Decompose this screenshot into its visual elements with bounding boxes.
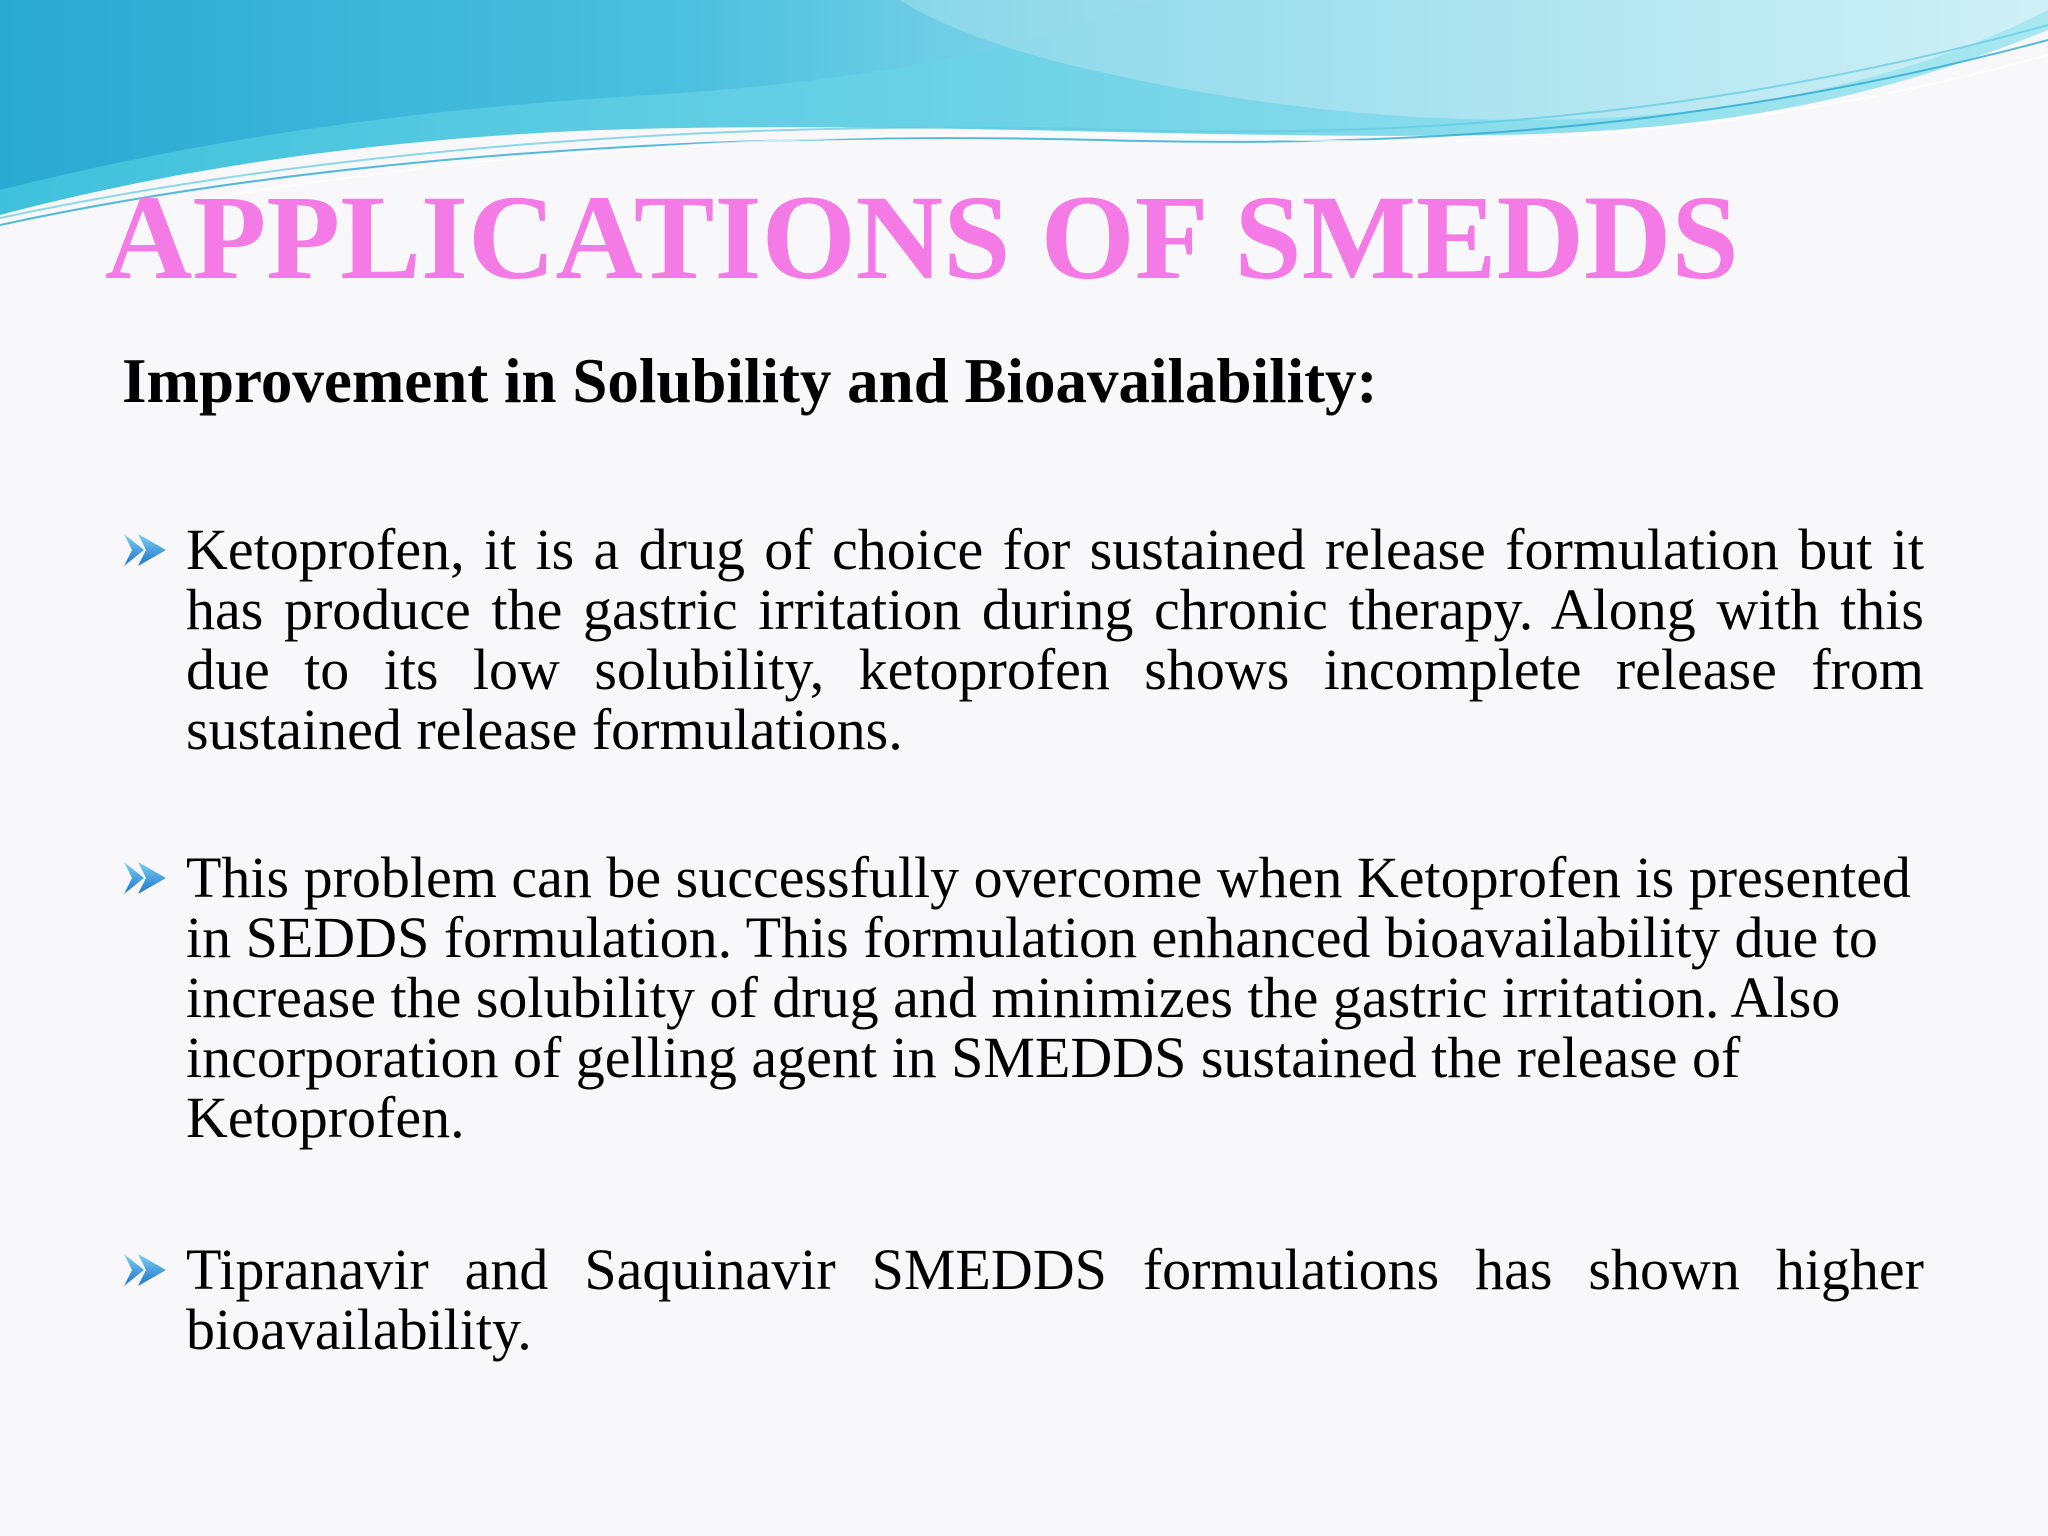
chevron-right-arrow-icon [122, 858, 168, 898]
chevron-right-arrow-icon [122, 530, 168, 570]
bullet-text: Tipranavir and Saquinavir SMEDDS formulations has shown higher bioavailability. [186, 1237, 1924, 1362]
slide-title: APPLICATIONS OF SMEDDS [105, 171, 1739, 305]
bullet-text: This problem can be successfully overcome when Ketoprofen is presented in SEDDS formulation. This formulation enhanced bioavailability due to increase the solubility of drug and minimizes the gastric irritation. Also incorporation of gelling agent in SMEDDS sustained the release of Ketoprofen. [186, 845, 1911, 1150]
bullet-text: Ketoprofen, it is a drug of choice for sustained release formulation but it has produce the gastric irritation during chronic therapy. Along with this due to its low solubility, ketoprofen shows incomplete release from sustained release formulations. [186, 517, 1924, 762]
chevron-right-arrow-icon [122, 1250, 168, 1290]
section-subtitle: Improvement in Solubility and Bioavailability: [122, 346, 1378, 416]
